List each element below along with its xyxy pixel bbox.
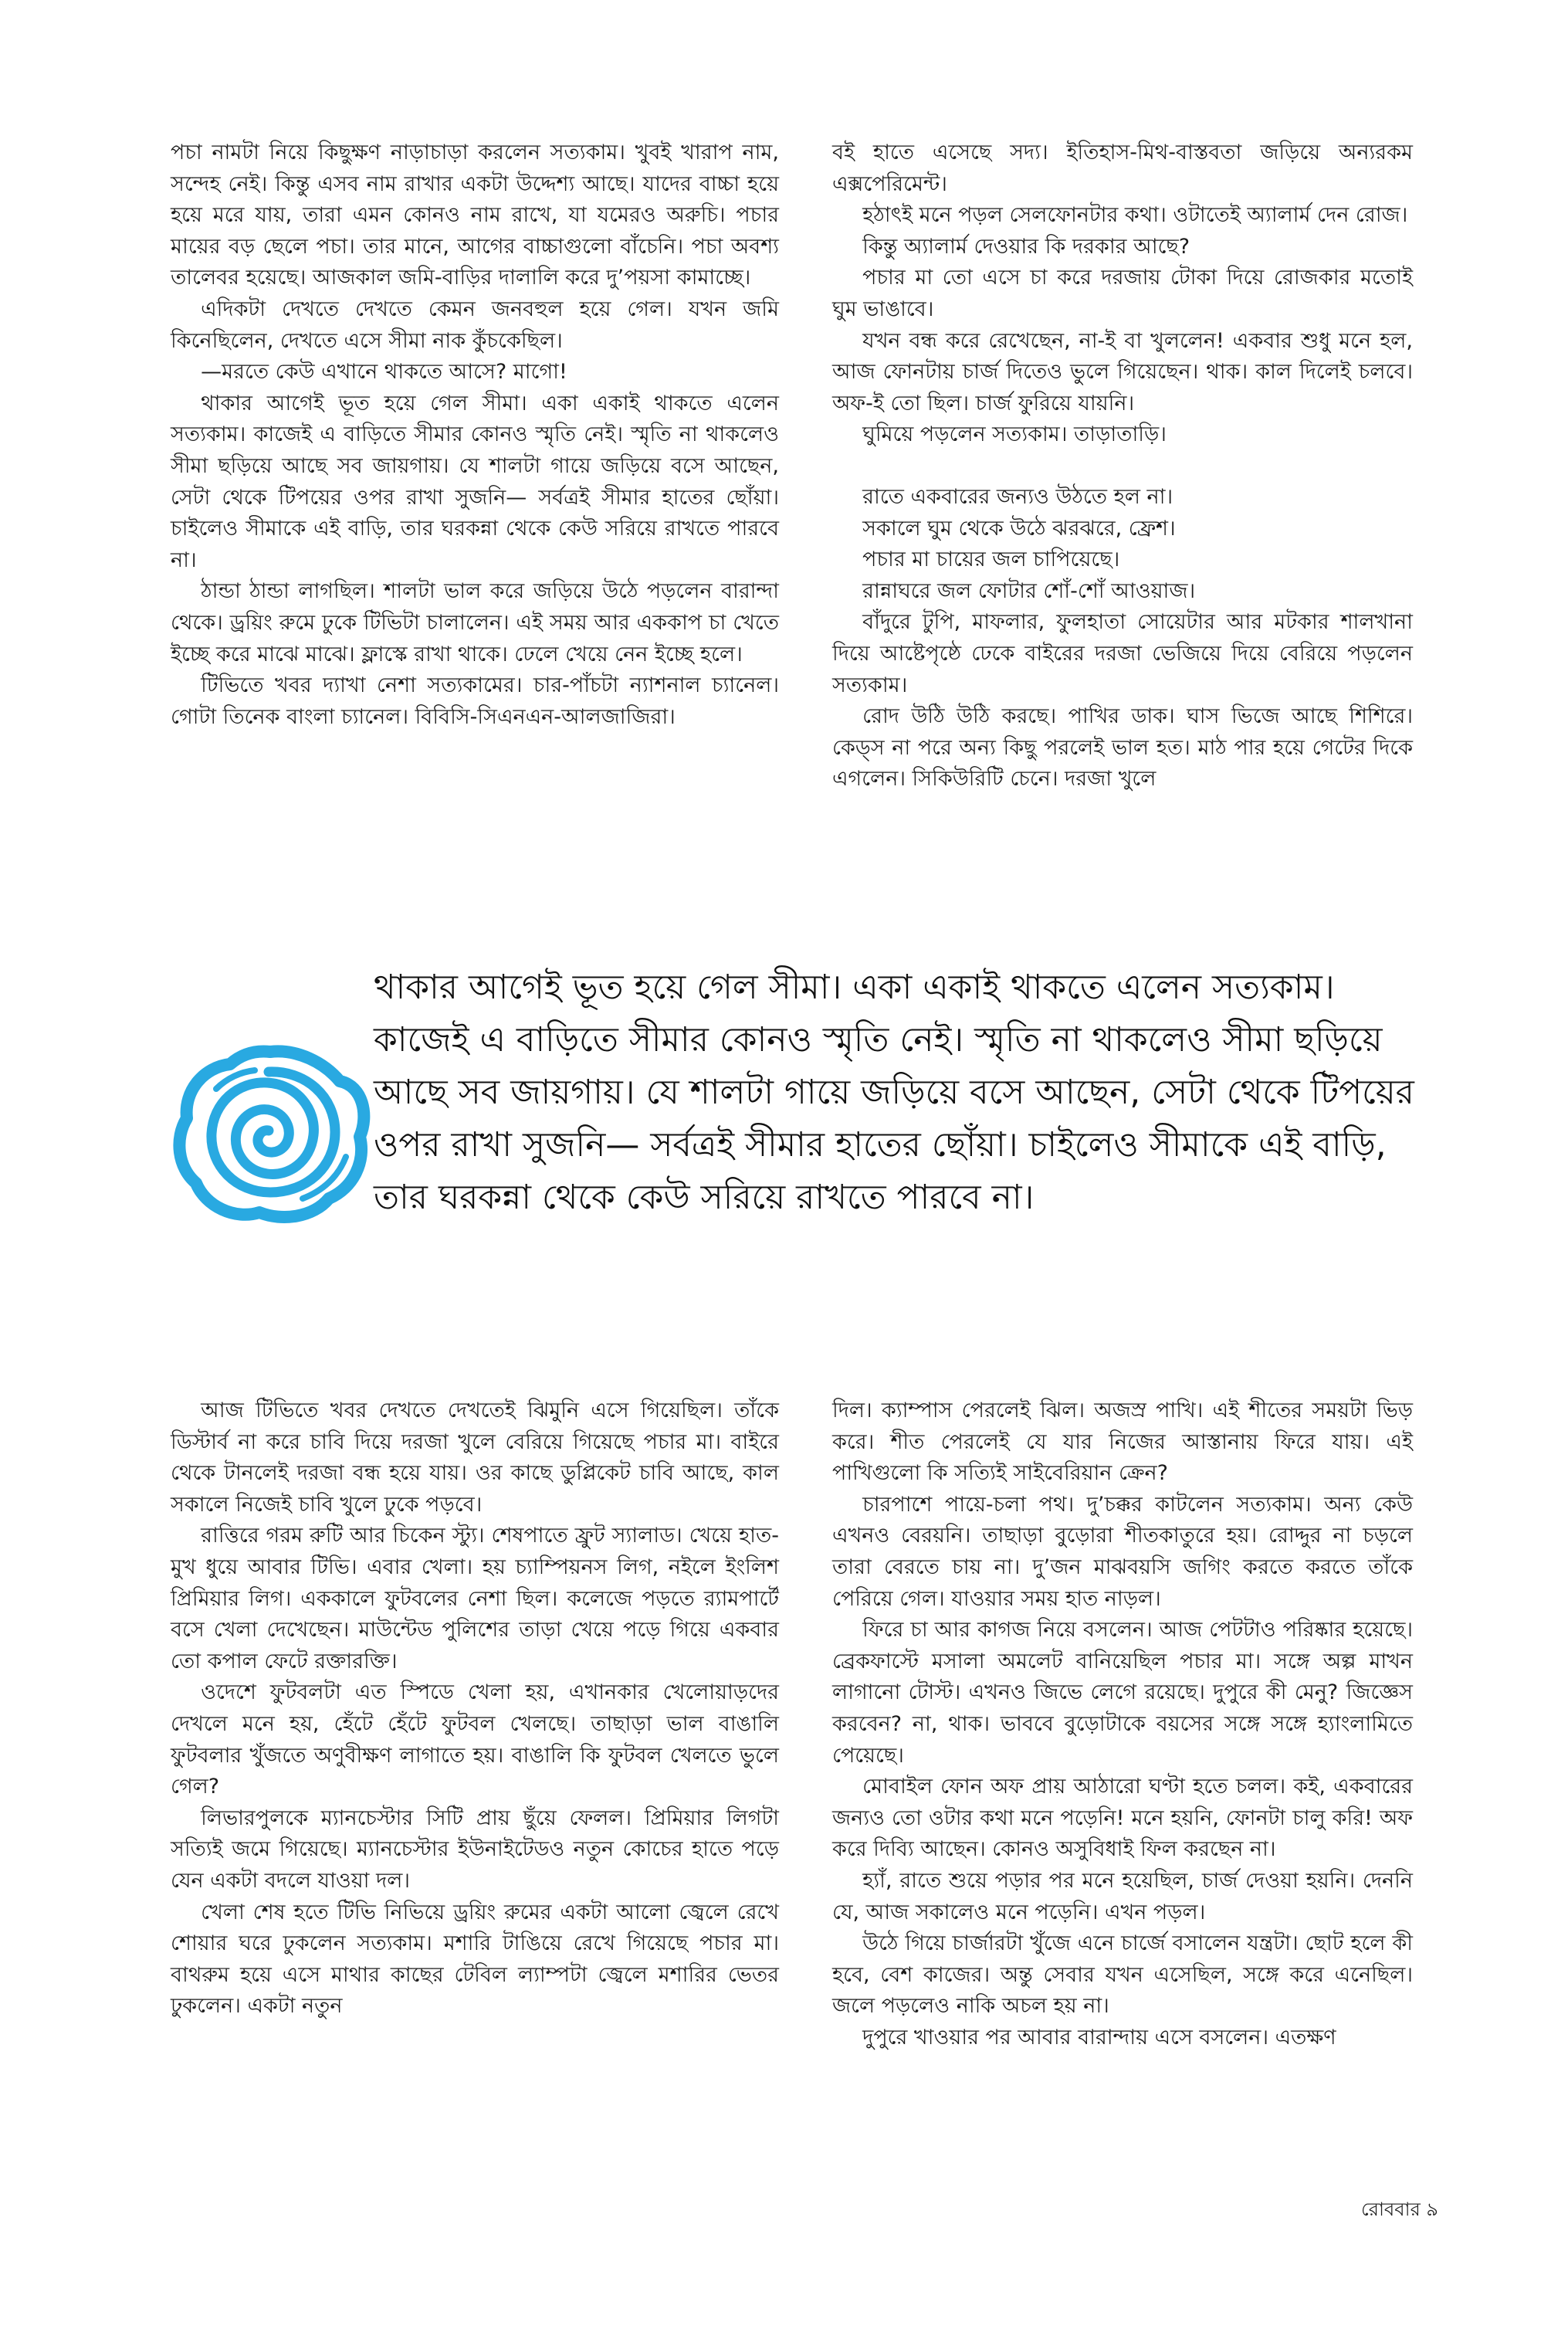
paragraph: রাত্তিরে গরম রুটি আর চিকেন স্ট্যু। শেষপাতে ফ্রুট স্যালাড। খেয়ে হাত-মুখ ধুয়ে আবার টিভি। এবার খেলা। হয় চ্যাম্পিয়নস লিগ, নইলে ইংলিশ প্রিমিয়ার লিগ। এককালে ফুটবলের নেশা ছিল। কলেজে পড়তে র‍্যামপার্টে বসে খেলা দেখেছেন। মাউন্টেড পুলিশের তাড়া খেয়ে পড়ে গিয়ে একবার তো কপাল ফেটে রক্তারক্তি। (171, 1524, 779, 1673)
paragraph: যখন বন্ধ করে রেখেছেন, না-ই বা খুললেন! একবার শুধু মনে হল, আজ ফোনটায় চার্জ দিতেও ভুলে গিয়েছেন। থাক। কাল দিলেই চলবে। অফ-ই তো ছিল। চার্জ ফুরিয়ে যায়নি। (832, 328, 1413, 415)
paragraph: পচার মা তো এসে চা করে দরজায় টোকা দিয়ে রোজকার মতোই ঘুম ভাঙাবে। (832, 266, 1413, 321)
paragraph: রোদ উঠি উঠি করছে। পাখির ডাক। ঘাস ভিজে আছে শিশিরে। কেড্‌স না পরে অন্য কিছু পরলেই ভাল হত। মাঠ পার হয়ে গেটের দিকে এগলেন। সিকিউরিটি চেনে। দরজা খুলে (832, 704, 1413, 792)
paragraph: পচা নামটা নিয়ে কিছুক্ষণ নাড়াচাড়া করলেন সত্যকাম। খুবই খারাপ নাম, সন্দেহ নেই। কিন্তু এসব নাম রাখার একটা উদ্দেশ্য আছে। যাদের বাচ্চা হয়ে হয়ে মরে যায়, তারা এমন কোনও নাম রাখে, যা যমেরও অরুচি। পচার মায়ের বড় ছেলে পচা। তার মানে, আগের বাচ্চাগুলো বাঁচেনি। পচা অবশ্য তালেবর হয়েছে। আজকাল জমি-বাড়ির দালালি করে দু’পয়সা কামাচ্ছে। (171, 141, 779, 290)
paragraph: দুপুরে খাওয়ার পর আবার বারান্দায় এসে বসলেন। এতক্ষণ (862, 2025, 1336, 2050)
paragraph: রাতে একবারের জন্যও উঠতে হল না। (862, 484, 1173, 509)
article-column-2 (832, 137, 1413, 795)
paragraph: ফিরে চা আর কাগজ নিয়ে বসলেন। আজ পেটটাও পরিষ্কার হয়েছে। ব্রেকফাস্টে মসালা অমলেট বানিয়েছিল পচার মা। সঙ্গে অল্প মাখন লাগানো টোস্ট। এখনও জিভে লেগে রয়েছে। দুপুরে কী মেনু? জিজ্ঞেস করবেন? না, থাক। ভাববে বুড়োটাকে বয়সের সঙ্গে সঙ্গে হ্যাংলামিতে পেয়েছে। (832, 1618, 1413, 1768)
paragraph: হ্যাঁ, রাতে শুয়ে পড়ার পর মনে হয়েছিল, চার্জ দেওয়া হয়নি। দেননি যে, আজ সকালেও মনে পড়েনি। এখন পড়ল। (832, 1868, 1413, 1924)
article-column-3 (171, 1395, 779, 2023)
article-column-1 (171, 137, 779, 733)
paragraph: মোবাইল ফোন অফ প্রায় আঠারো ঘণ্টা হতে চলল। কই, একবারের জন্যও তো ওটার কথা মনে পড়েনি! মনে হয়নি, ফোনটা চালু করি! অফ করে দিব্যি আছেন। কোনও অসুবিধাই ফিল করছেন না। (832, 1775, 1413, 1862)
paragraph: খেলা শেষ হতে টিভি নিভিয়ে ড্রয়িং রুমের একটা আলো জ্বেলে রেখে শোয়ার ঘরে ঢুকলেন সত্যকাম। মশারি টাঙিয়ে রেখে গিয়েছে পচার মা। বাথরুম হয়ে এসে মাথার কাছের টেবিল ল্যাম্পটা জ্বেলে মশারির ভেতর ঢুকলেন। একটা নতুন (171, 1900, 779, 2019)
paragraph: বই হাতে এসেছে সদ্য। ইতিহাস-মিথ-বাস্তবতা জড়িয়ে অন্যরকম এক্সপেরিমেন্ট। (832, 141, 1413, 196)
blue-rose-icon (170, 1041, 371, 1226)
paragraph: ওদেশে ফুটবলটা এত স্পিডে খেলা হয়, এখানকার খেলোয়াড়দের দেখলে মনে হয়, হেঁটে হেঁটে ফুটবল খেলছে। তাছাড়া ভাল বাঙালি ফুটবলার খুঁজতে অণুবীক্ষণ লাগাতে হয়। বাঙালি কি ফুটবল খেলতে ভুলে গেল? (171, 1680, 779, 1799)
paragraph: বাঁদুরে টুপি, মাফলার, ফুলহাতা সোয়েটার আর মটকার শালখানা দিয়ে আষ্টেপৃষ্ঠে ঢেকে বাইরের দরজা ভেজিয়ে দিয়ে বেরিয়ে পড়লেন সত্যকাম। (832, 610, 1413, 697)
paragraph: থাকার আগেই ভূত হয়ে গেল সীমা। একা একাই থাকতে এলেন সত্যকাম। কাজেই এ বাড়িতে সীমার কোনও স্মৃতি নেই। স্মৃতি না থাকলেও সীমা ছড়িয়ে আছে সব জায়গায়। যে শালটা গায়ে জড়িয়ে বসে আছেন, সেটা থেকে টিপয়ের ওপর রাখা সুজনি— সর্বত্রই সীমার হাতের ছোঁয়া। চাইলেও সীমাকে এই বাড়ি, তার ঘরকন্না থেকে কেউ সরিয়ে রাখতে পারবে না। (171, 391, 779, 572)
paragraph: আজ টিভিতে খবর দেখতে দেখতেই ঝিমুনি এসে গিয়েছিল। তাঁকে ডিস্টার্ব না করে চাবি দিয়ে দরজা খুলে বেরিয়ে গিয়েছে পচার মা। বাইরে থেকে টানলেই দরজা বন্ধ হয়ে যায়। ওর কাছে ডুপ্লিকেট চাবি আছে, কাল সকালে নিজেই চাবি খুলে ঢুকে পড়বে। (171, 1399, 779, 1517)
paragraph: পচার মা চায়ের জল চাপিয়েছে। (862, 548, 1120, 572)
page-footer: রোববার ৯ (1361, 2199, 1438, 2220)
paragraph: লিভারপুলকে ম্যানচেস্টার সিটি প্রায় ছুঁয়ে ফেলল। প্রিমিয়ার লিগটা সত্যিই জমে গিয়েছে। ম্যানচেস্টার ইউনাইটেডও নতুন কোচের হাতে পড়ে যেন একটা বদলে যাওয়া দল। (171, 1806, 779, 1893)
paragraph: রান্নাঘরে জল ফোটার শোঁ-শোঁ আওয়াজ। (862, 578, 1196, 603)
article-column-4 (832, 1395, 1413, 2053)
paragraph: উঠে গিয়ে চার্জারটা খুঁজে এনে চার্জে বসালেন যন্ত্রটা। ছোট হলে কী হবে, বেশ কাজের। অন্তু সেবার যখন এসেছিল, সঙ্গে করে এনেছিল। জলে পড়লেও নাকি অচল হয় না। (832, 1931, 1413, 2019)
paragraph: চারপাশে পায়ে-চলা পথ। দু’চক্কর কাটলেন সত্যকাম। অন্য কেউ এখনও বেরয়নি। তাছাড়া বুড়োরা শীতকাতুরে হয়। রোদ্দুর না চড়লে তারা বেরতে চায় না। দু’জন মাঝবয়সি জগিং করতে করতে তাঁকে পেরিয়ে গেল। যাওয়ার সময় হাত নাড়ল। (832, 1492, 1413, 1611)
paragraph: কিন্তু অ্যালার্ম দেওয়ার কি দরকার আছে? (862, 234, 1190, 259)
paragraph: টিভিতে খবর দ্যাখা নেশা সত্যকামের। চার-পাঁচটা ন্যাশনাল চ্যানেল। গোটা তিনেক বাংলা চ্যানেল। বিবিসি-সিএনএন-আলজাজিরা। (171, 673, 779, 729)
pull-quote: থাকার আগেই ভূত হয়ে গেল সীমা। একা একাই থাকতে এলেন সত্যকাম। কাজেই এ বাড়িতে সীমার কোনও স্মৃতি নেই। স্মৃতি না থাকলেও সীমা ছড়িয়ে আছে সব জায়গায়। যে শালটা গায়ে জড়িয়ে বসে আছেন, সেটা থেকে টিপয়ের ওপর রাখা সুজনি— সর্বত্রই সীমার হাতের ছোঁয়া। চাইলেও সীমাকে এই বাড়ি, তার ঘরকন্না থেকে কেউ সরিয়ে রাখতে পারবে না। (374, 968, 1414, 1217)
paragraph: —মরতে কেউ এখানে থাকতে আসে? মাগো! (201, 360, 567, 385)
paragraph: ঘুমিয়ে পড়লেন সত্যকাম। তাড়াতাড়ি। (862, 422, 1167, 447)
paragraph: সকালে ঘুম থেকে উঠে ঝরঝরে, ফ্রেশ। (862, 516, 1176, 541)
paragraph: এদিকটা দেখতে দেখতে কেমন জনবহুল হয়ে গেল। যখন জমি কিনেছিলেন, দেখতে এসে সীমা নাক কুঁচকেছিল। (171, 297, 779, 353)
paragraph: হঠাৎই মনে পড়ল সেলফোনটার কথা। ওটাতেই অ্যালার্ম দেন রোজ। (862, 203, 1408, 228)
paragraph: দিল। ক্যাম্পাস পেরলেই ঝিল। অজস্র পাখি। এই শীতের সময়টা ভিড় করে। শীত পেরলেই যে যার নিজের আস্তানায় ফিরে যায়। এই পাখিগুলো কি সত্যিই সাইবেরিয়ান ক্রেন? (832, 1399, 1413, 1486)
paragraph: ঠান্ডা ঠান্ডা লাগছিল। শালটা ভাল করে জড়িয়ে উঠে পড়লেন বারান্দা থেকে। ড্রয়িং রুমে ঢুকে টিভিটা চালালেন। এই সময় আর এককাপ চা খেতে ইচ্ছে করে মাঝে মাঝে। ফ্লাস্কে রাখা থাকে। ঢেলে খেয়ে নেন ইচ্ছে হলে। (171, 579, 779, 666)
